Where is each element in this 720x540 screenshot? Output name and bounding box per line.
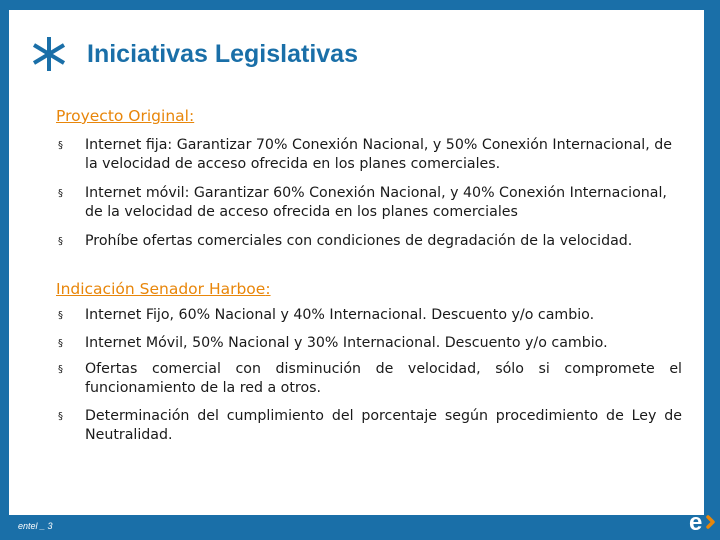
- bullet-text: Prohíbe ofertas comerciales con condiciones de degradación de la velocidad.: [85, 233, 633, 249]
- list-item: [56, 407, 682, 445]
- bullet-marker-icon: §: [58, 140, 63, 151]
- footer-page-number: [18, 521, 53, 531]
- bullet-marker-icon: §: [58, 364, 63, 375]
- asterisk-icon: [29, 34, 69, 74]
- bullet-list-indicacion-harboe: [56, 306, 682, 445]
- page-title: Iniciativas Legislativas: [87, 40, 358, 68]
- section-heading-label: Proyecto Original: [56, 107, 189, 125]
- list-item: [56, 136, 682, 174]
- bullet-text: Garantizar 70% Conexión Nacional, y 50% Conexión Internacional, de la velocidad de acceso ofrecida en los planes comerciales.: [85, 137, 672, 172]
- bullet-lead: Internet móvil:: [85, 185, 190, 201]
- logo-letter: e: [689, 509, 703, 536]
- bullet-marker-icon: §: [58, 338, 63, 349]
- bullet-lead: Internet fija:: [85, 137, 173, 153]
- bullet-marker-icon: §: [58, 310, 63, 321]
- bullet-text: Ofertas comercial con disminución de velocidad, sólo si compromete el funcionamiento de la red a otros.: [85, 361, 682, 396]
- bullet-text: Internet Fijo, 60% Nacional y 40% Internacional. Descuento y/o cambio.: [85, 307, 595, 323]
- section-heading-colon: :: [265, 280, 271, 298]
- bullet-list-proyecto-original: [56, 136, 682, 251]
- section-heading-label: Indicación Senador Harboe: [56, 280, 266, 298]
- list-item: [56, 232, 682, 251]
- section-heading-indicacion-harboe: [56, 280, 271, 298]
- bullet-text: Garantizar 60% Conexión Nacional, y 40% Conexión Internacional, de la velocidad de acceso ofrecida en los planes comerciales: [85, 185, 667, 220]
- bullet-marker-icon: §: [58, 188, 63, 199]
- section-heading-proyecto-original: [56, 107, 194, 125]
- bullet-marker-icon: §: [58, 411, 63, 422]
- list-item: [56, 360, 682, 398]
- bullet-marker-icon: §: [58, 236, 63, 247]
- list-item: [56, 334, 682, 353]
- bullet-text: Determinación del cumplimiento del porcentaje según procedimiento de Ley de Neutralidad.: [85, 408, 682, 443]
- section-heading-colon: :: [188, 107, 195, 125]
- footer-page: _ 3: [40, 521, 53, 531]
- list-item: [56, 184, 682, 222]
- list-item: [56, 306, 682, 325]
- bullet-text: Internet Móvil, 50% Nacional y 30% Internacional. Descuento y/o cambio.: [85, 335, 608, 351]
- entel-logo-icon: [686, 507, 716, 537]
- footer-brand: entel: [18, 521, 38, 531]
